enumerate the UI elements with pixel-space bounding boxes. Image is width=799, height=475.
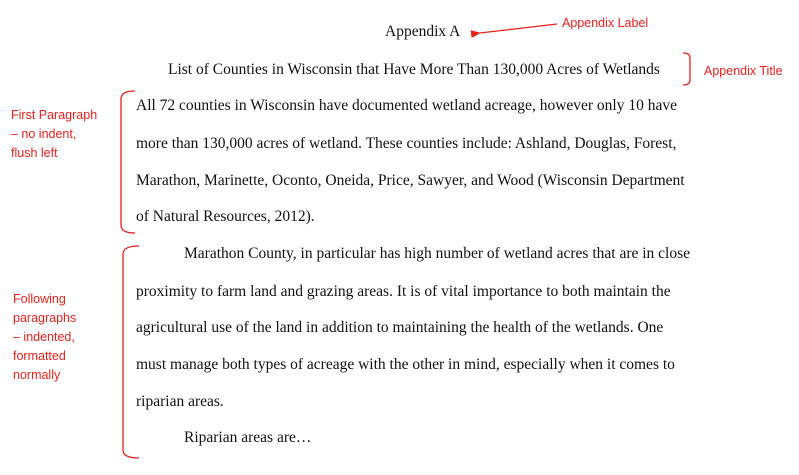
- second-paragraph-line: riparian areas.: [136, 393, 224, 410]
- first-paragraph-note-line: – no indent,: [11, 127, 77, 141]
- following-paragraphs-note-line: – indented,: [13, 330, 75, 344]
- appendix-title-bracket: [683, 53, 690, 85]
- following-paragraphs-note-line: formatted: [13, 349, 66, 363]
- first-paragraph-bracket: [121, 91, 135, 233]
- following-paragraphs-note-line: Following: [13, 292, 66, 306]
- first-paragraph-line: more than 130,000 acres of wetland. These counties include: Ashland, Douglas, Forest,: [136, 135, 677, 152]
- second-paragraph-line: Marathon County, in particular has high number of wetland acres that are in close: [184, 245, 691, 262]
- second-paragraph-line: agricultural use of the land in addition to maintaining the health of the wetlands. One: [136, 319, 664, 336]
- first-paragraph-note-line: First Paragraph: [11, 108, 98, 122]
- following-paragraphs-bracket: [123, 246, 139, 458]
- following-paragraphs-note-line: normally: [13, 368, 61, 382]
- first-paragraph-line: Marathon, Marinette, Oconto, Oneida, Price, Sawyer, and Wood (Wisconsin Department: [136, 172, 685, 189]
- appendix-title-note: Appendix Title: [704, 64, 783, 78]
- third-paragraph-start: Riparian areas are…: [184, 429, 312, 446]
- following-paragraphs-note-line: paragraphs: [13, 311, 77, 325]
- first-paragraph-note: [11, 106, 97, 163]
- following-paragraphs-note: [13, 290, 76, 385]
- first-paragraph-note-line: flush left: [11, 146, 58, 160]
- second-paragraph-line: must manage both types of acreage with the other in mind, especially when it comes to: [136, 356, 675, 373]
- appendix-label-arrow: [480, 24, 557, 33]
- second-paragraph-line: proximity to farm land and grazing areas. It is of vital importance to both maintain the: [136, 283, 671, 300]
- first-paragraph-line: of Natural Resources, 2012).: [136, 208, 315, 225]
- appendix-label-note: Appendix Label: [562, 16, 649, 30]
- appendix-label: Appendix A: [385, 23, 461, 40]
- appendix-title: List of Counties in Wisconsin that Have More Than 130,000 Acres of Wetlands: [168, 61, 660, 78]
- first-paragraph-line: All 72 counties in Wisconsin have documented wetland acreage, however only 10 have: [136, 97, 677, 114]
